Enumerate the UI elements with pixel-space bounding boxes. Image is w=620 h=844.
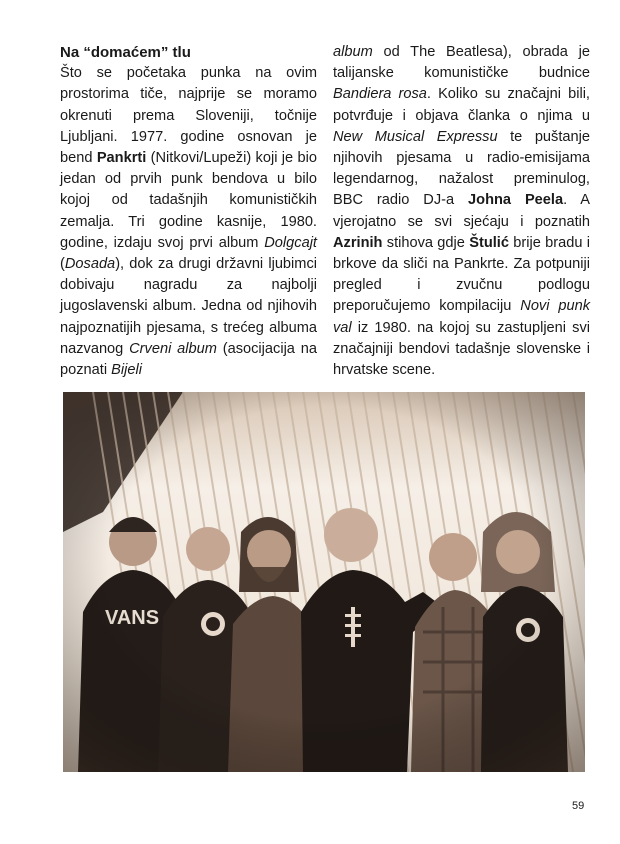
band-photo [63,392,585,772]
text-run: te puštanje njihovih pjesama u radio-emisijama legendarnog, nažalost preminulog, BBC radio DJ-a [333,128,590,209]
article-text-right [333,42,590,381]
article-column-right [333,42,590,381]
band-photo-image [63,392,585,772]
italic-text: album [333,44,373,60]
text-run: (Nitkovi/Lupeži) koji je bio jedan od prvih punk bendova u bilo kojoj od tadašnjih komunističkih zemalja. Tri godine kasnije, 1980. godine, izdaju svoj prvi album [60,150,317,251]
italic-text: Novi punk val [333,298,590,336]
italic-text: Crveni album [129,340,217,357]
bold-text: Štulić [469,234,509,251]
article-text-left [60,63,317,381]
bold-text: Pankrti [96,150,147,167]
bold-text: Johna Peela [468,192,564,209]
text-run: (asocijacija na poznati [60,340,317,379]
text-run: . Koliko su značajni bili, potvrđuje i objava članka o njima u [333,86,590,124]
section-heading: Na “domaćem” tlu [60,44,191,61]
italic-text: Dolgcajt [264,234,317,251]
italic-text: Dosada [64,256,116,273]
page-number: 59 [572,800,585,812]
bold-text: Azrinih [333,234,383,251]
italic-text: New Musical Expressu [333,128,498,145]
text-run: brije bradu i brkove da sliči na Pankrte. Za potpuniji pregled i zvučnu podlogu preporučujemo kompilaciju [333,234,591,315]
italic-text: Bijeli [111,362,142,379]
text-run: stihova gdje [382,234,470,251]
text-run: ( [60,256,65,273]
text-run: Što se početaka punka na ovim prostorima tiče, najprije se moramo okrenuti prema Sloveniji, točnije Ljubljani. 1977. godine osnovan je bend [60,65,317,167]
text-run: iz 1980. na kojoj su zastupljeni svi značajniji bendovi tadašnje slovenske i hrvatske scene. [333,319,590,379]
article-column-left [60,42,317,381]
text-run: od The Beatlesa), obrada je talijanske komunističke budnice [333,44,590,82]
text-run: . A vjerojatno se svi sjećaju i poznatih [333,192,591,230]
text-run: ), dok za drugi državni ljubimci dobivaju nagradu za najbolji jugoslavenski album. Jedna od njihovih najpoznatijih pjesama, s trećeg albuma nazvanog [60,256,317,357]
italic-text: Bandiera rosa [333,86,427,103]
